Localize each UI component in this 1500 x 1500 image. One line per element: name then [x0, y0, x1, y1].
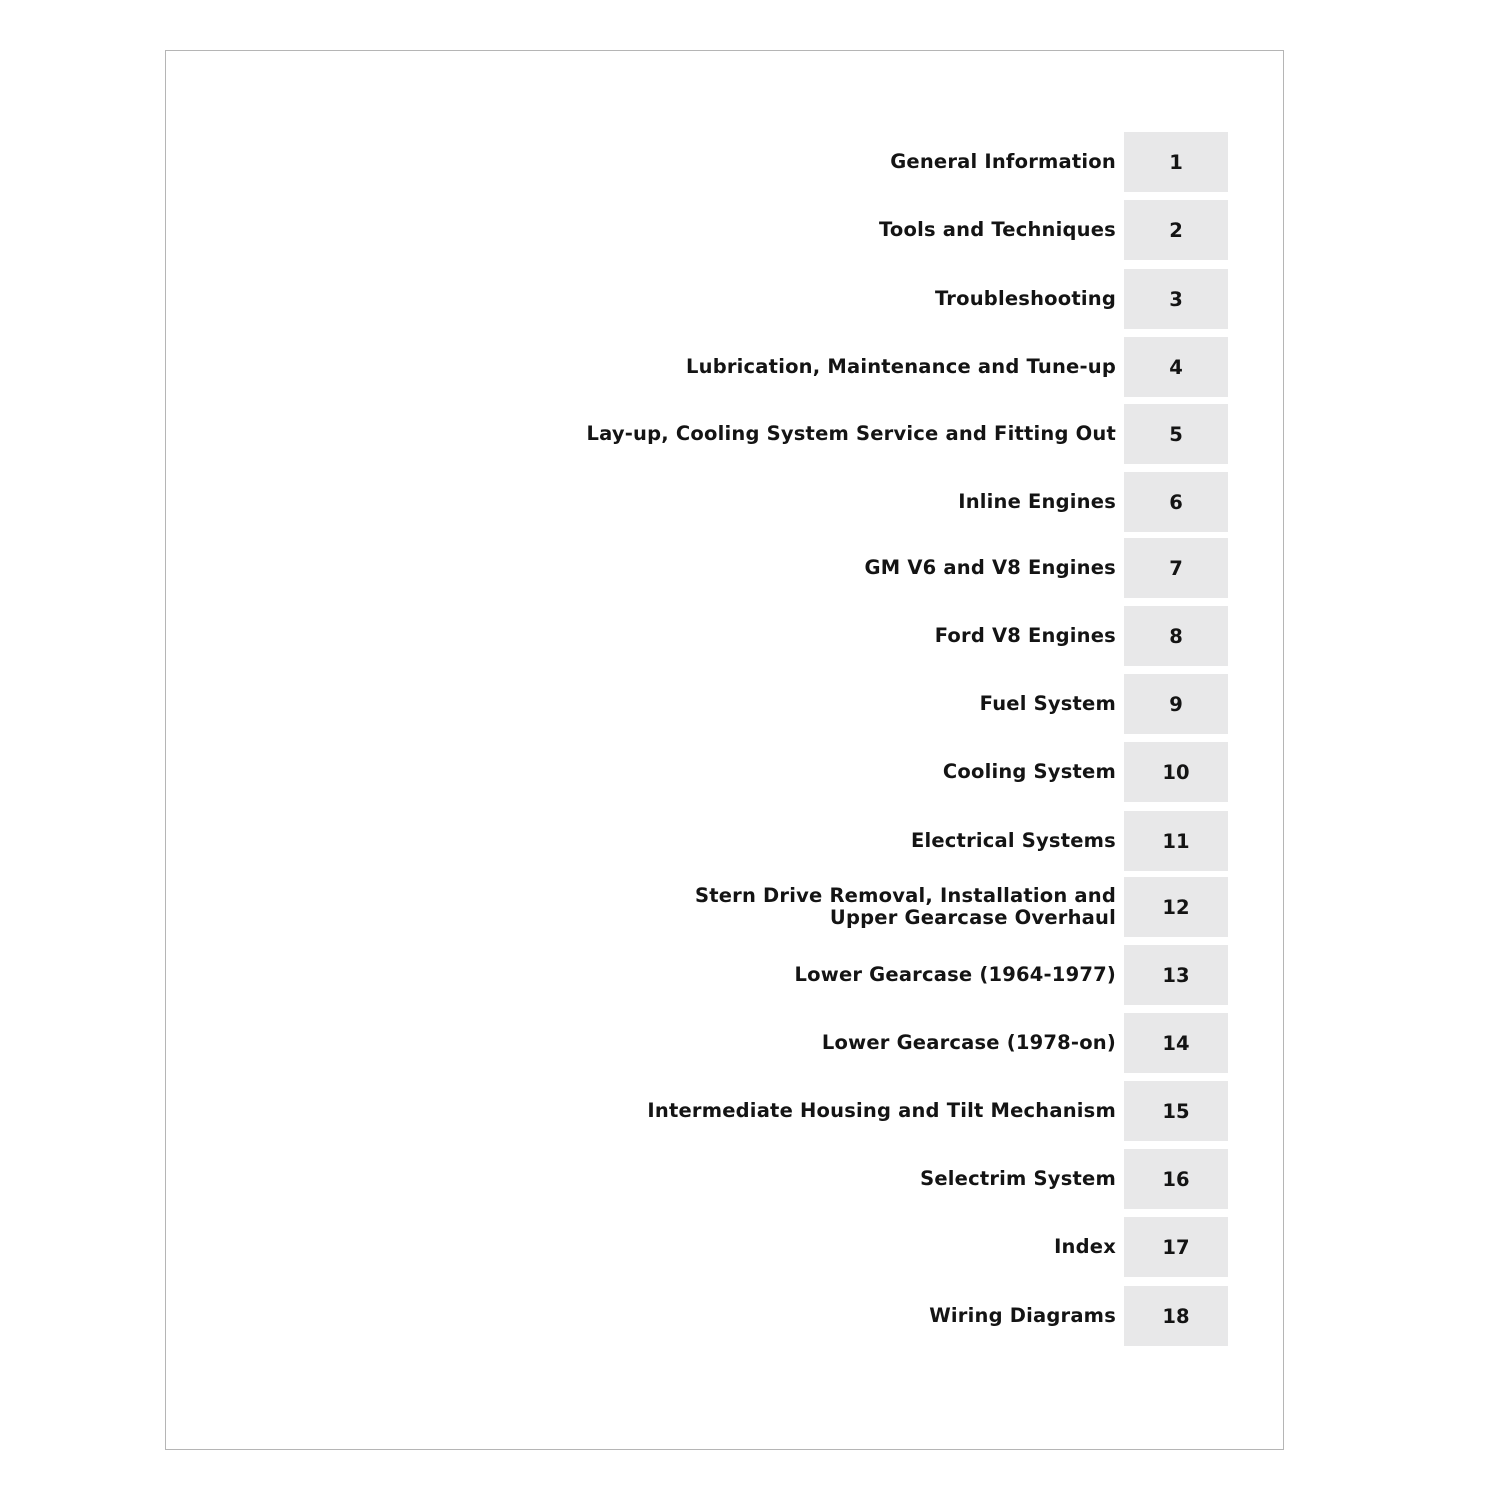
document-page — [165, 50, 1284, 1450]
toc-entry-title: Intermediate Housing and Tilt Mechanism — [647, 1099, 1116, 1122]
toc-entry-title: Stern Drive Removal, Installation and Upper Gearcase Overhaul — [694, 884, 1116, 929]
toc-entry-7[interactable] — [166, 538, 1228, 598]
toc-entry-title: Wiring Diagrams — [929, 1304, 1116, 1327]
chapter-tab[interactable]: 11 — [1124, 811, 1228, 871]
chapter-tab[interactable]: 8 — [1124, 606, 1228, 666]
toc-entry-2[interactable] — [166, 200, 1228, 260]
toc-entry-title: Lower Gearcase (1964-1977) — [794, 963, 1116, 986]
toc-entry-15[interactable] — [166, 1081, 1228, 1141]
chapter-tab[interactable]: 1 — [1124, 132, 1228, 192]
chapter-tab[interactable]: 12 — [1124, 877, 1228, 937]
chapter-tab[interactable]: 9 — [1124, 674, 1228, 734]
toc-entry-title: Index — [1054, 1235, 1116, 1258]
chapter-tab[interactable]: 17 — [1124, 1217, 1228, 1277]
toc-entry-title: Fuel System — [979, 692, 1116, 715]
chapter-tab[interactable]: 10 — [1124, 742, 1228, 802]
toc-entry-3[interactable] — [166, 269, 1228, 329]
toc-entry-title: Cooling System — [942, 760, 1116, 783]
toc-entry-title: Ford V8 Engines — [934, 624, 1116, 647]
toc-entry-17[interactable] — [166, 1217, 1228, 1277]
toc-entry-title: GM V6 and V8 Engines — [864, 556, 1116, 579]
toc-entry-title: Lay-up, Cooling System Service and Fitting Out — [586, 422, 1116, 445]
toc-entry-14[interactable] — [166, 1013, 1228, 1073]
toc-entry-11[interactable] — [166, 811, 1228, 871]
chapter-tab[interactable]: 14 — [1124, 1013, 1228, 1073]
toc-entry-title: Inline Engines — [958, 490, 1116, 513]
chapter-tab[interactable]: 18 — [1124, 1286, 1228, 1346]
chapter-tab[interactable]: 7 — [1124, 538, 1228, 598]
chapter-tab[interactable]: 5 — [1124, 404, 1228, 464]
toc-entry-title: Lubrication, Maintenance and Tune-up — [685, 355, 1116, 378]
toc-entry-4[interactable] — [166, 337, 1228, 397]
toc-entry-9[interactable] — [166, 674, 1228, 734]
toc-entry-16[interactable] — [166, 1149, 1228, 1209]
chapter-tab[interactable]: 15 — [1124, 1081, 1228, 1141]
chapter-tab[interactable]: 4 — [1124, 337, 1228, 397]
toc-entry-6[interactable] — [166, 472, 1228, 532]
chapter-tab[interactable]: 2 — [1124, 200, 1228, 260]
table-of-contents — [166, 51, 1283, 1449]
chapter-tab[interactable]: 3 — [1124, 269, 1228, 329]
toc-entry-13[interactable] — [166, 945, 1228, 1005]
toc-entry-12[interactable] — [166, 877, 1228, 937]
toc-entry-title: Tools and Techniques — [879, 218, 1116, 241]
chapter-tab[interactable]: 6 — [1124, 472, 1228, 532]
toc-entry-10[interactable] — [166, 742, 1228, 802]
toc-entry-title: General Information — [890, 150, 1116, 173]
toc-entry-18[interactable] — [166, 1286, 1228, 1346]
toc-entry-title: Selectrim System — [920, 1167, 1116, 1190]
chapter-tab[interactable]: 16 — [1124, 1149, 1228, 1209]
toc-entry-5[interactable] — [166, 404, 1228, 464]
toc-entry-title: Lower Gearcase (1978-on) — [821, 1031, 1116, 1054]
toc-entry-title: Electrical Systems — [910, 829, 1116, 852]
chapter-tab[interactable]: 13 — [1124, 945, 1228, 1005]
toc-entry-title: Troubleshooting — [934, 287, 1116, 310]
toc-entry-1[interactable] — [166, 132, 1228, 192]
toc-entry-8[interactable] — [166, 606, 1228, 666]
